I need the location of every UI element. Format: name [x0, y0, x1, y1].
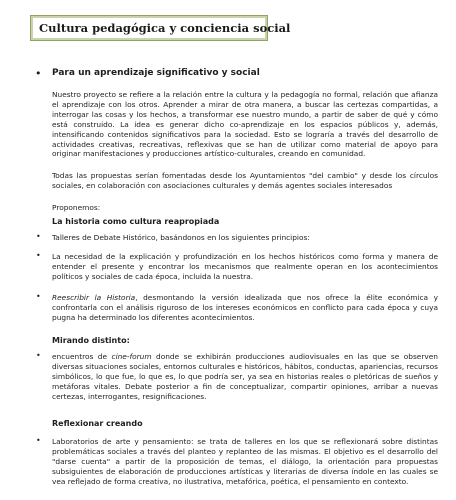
- bullet-icon: •: [36, 351, 41, 360]
- mirando-heading: Mirando distinto:: [52, 336, 130, 345]
- reflexionar-paragraph: Laboratorios de arte y pensamiento: se trata de talleres en los que se reflexionará sobre distintas problemáticas sociales a través del planteo y replanteo de las mismas. El objetivo es el desarrollo del "darse cuenta" a partir de la proposición de temas, el diálogo, la orientación para propuestas subsiguientes de elaboración de producciones artísticas y literarias de diversa índole en las cuales se vea reflejado de forma creativa, no ilustrativa, metafórica, poética, el pensamiento en contexto.: [52, 437, 438, 486]
- bullet-icon: •: [36, 292, 41, 301]
- document-title-box: [30, 15, 291, 41]
- rewrite-italic: Reescribir la Historia: [52, 293, 136, 302]
- history-item-3: [52, 293, 438, 323]
- second-paragraph: Todas las propuestas serían fomentadas desde los Ayuntamientos "del cambio" y desde los círculos sociales, en colaboración con asociaciones culturales y demás agentes sociales interesados: [52, 171, 438, 190]
- mirando-text-before: encuentros de: [52, 352, 112, 361]
- section-heading: Para un aprendizaje significativo y social: [52, 68, 260, 78]
- history-heading: La historia como cultura reapropiada: [52, 217, 220, 226]
- bullet-icon: •: [36, 232, 41, 241]
- history-item-2: La necesidad de la explicación y profundización en los hechos históricos como forma y manera de entender el presente y encontrar los mecanismos que realmente operan en los acontecimientos políticos y sociales de cada época, incluida la nuestra.: [52, 252, 438, 281]
- bullet-icon: •: [35, 67, 42, 80]
- bullet-icon: •: [36, 436, 41, 445]
- reflexionar-heading: Reflexionar creando: [52, 419, 143, 428]
- mirando-text-after: donde se exhibirán producciones audiovisuales en las que se observen diversas situaciones sociales, entornos culturales e históricos, hábitos, conductas, apariencias, recursos simbólicos, lo que fue, lo que es, lo que podría ser, ya sea en historias reales o pletóricas de sueños y metáforas vitales. Debate posterior a fin de conceptualizar, compartir opiniones, arribar a nuevas certezas, interrogantes, resignificaciones.: [52, 352, 438, 401]
- proposals-label: Proponemos:: [52, 203, 101, 212]
- history-item-1: Talleres de Debate Histórico, basándonos en los siguientes principios:: [52, 233, 310, 242]
- document-title: Cultura pedagógica y conciencia social: [39, 21, 291, 35]
- bullet-icon: •: [36, 251, 41, 260]
- mirando-italic: cine-forum: [111, 352, 152, 361]
- intro-paragraph: Nuestro proyecto se refiere a la relación entre la cultura y la pedagogía no formal, relación que afianza el aprendizaje con los otros. Aprender a mirar de otra manera, a buscar las certezas compartidas, a interrogar las cosas y los hechos, a transformar ese nuestro mundo, a partir de saber de qué y cómo está construido. La idea es generar dicho co-aprendizaje en los espacios públicos y, además, intensificando contenidos significativos para la sociedad. Esto se lograría a través del desarrollo de actividades creativas, recreativas, reflexivas que se han de utilizar como material de apoyo para originar manifestaciones y producciones artístico-culturales, creando en comunidad.: [52, 90, 438, 159]
- rewrite-rest: , desmontando la versión idealizada que nos ofrece la élite económica y confrontarla con el análisis riguroso de los intereses económicos en conflicto para cada época y cuya pugna ha determinado los diferentes acontecimientos.: [52, 293, 438, 322]
- mirando-paragraph: [52, 352, 438, 402]
